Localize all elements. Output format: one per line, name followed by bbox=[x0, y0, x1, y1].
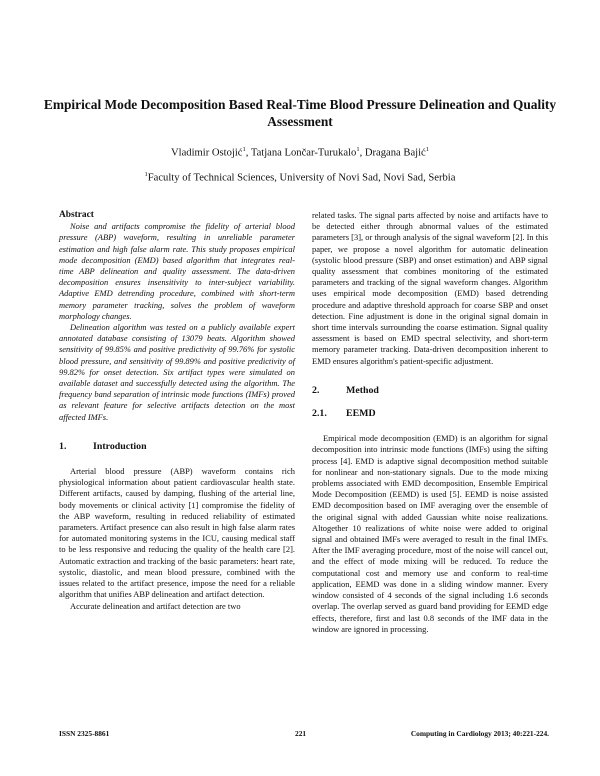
author-name: Vladimir Ostojić bbox=[171, 147, 243, 159]
footer-issn: ISSN 2325-8861 bbox=[59, 729, 110, 738]
body-paragraph: Accurate delineation and artifact detection are two bbox=[70, 600, 241, 611]
paper-title: Empirical Mode Decomposition Based Real-Time Blood Pressure Delineation and Quality Assessment bbox=[43, 97, 557, 129]
left-column bbox=[59, 210, 295, 612]
subsection-number: 2.1. bbox=[312, 408, 327, 420]
subsection-heading-eemd bbox=[312, 408, 548, 419]
author-name: Tatjana Lončar-Turukalo bbox=[250, 147, 357, 159]
abstract-paragraph: Delineation algorithm was tested on a publicly available expert annotated database consisting of 13079 beats. Algorithm showed sensitivity of 99.85% and positive predictivity of 99.76% for systolic blood pressure, and sensitivity of 99.89% and positive predictivity of 99.82% for onset detection. Six artifact types were simulated on available dataset and successfully detected using the algorithm. The frequency band separation of intrinsic mode functions (IMFs) proved as relevant feature for selective artifacts detection on the most affected IMFs. bbox=[59, 322, 295, 422]
author-affiliation-mark: 1 bbox=[425, 146, 429, 153]
author-affiliation-mark: 1 bbox=[242, 146, 246, 153]
section-number: 2. bbox=[312, 384, 320, 396]
abstract-heading: Abstract bbox=[59, 210, 94, 220]
footer-page-number: 221 bbox=[295, 729, 307, 738]
body-paragraph: related tasks. The signal parts affected by noise and artifacts have to be detected either through abnormal values of the estimated parameters [3], or through analysis of the signal waveform [2]. In this paper, we propose a novel algorithm for automatic delineation (systolic blood pressure (SBP) and onset estimation) and ABP signal quality assessment that combines monitoring of the estimated parameters and tracking of the signal waveform changes. Algorithm uses empirical mode decomposition (EMD) based detrending procedure and adaptive threshold approach for coarse SBP and onset detection. Fine adjustment is done in the original signal domain in short time intervals surrounding the coarse estimation. Signal quality assessment is based on EMD spectral selectivity, and short-term memory parameter tracking. Data-driven decomposition inherent to EMD ensures algorithm's patient-specific adjustment. bbox=[312, 210, 548, 366]
footer-citation: Computing in Cardiology 2013; 40:221-224. bbox=[410, 729, 549, 738]
author-affiliation-mark: 1 bbox=[356, 146, 360, 153]
affiliation-mark: 1 bbox=[144, 171, 148, 178]
author-name: Dragana Bajić bbox=[364, 147, 426, 159]
section-title: Introduction bbox=[93, 440, 147, 452]
section-heading-introduction bbox=[59, 441, 295, 452]
author-list: Vladimir Ostojić$^1$, Tatjana Lončar-Turukalo$^1$, Dragana Bajić$^1$ bbox=[171, 146, 429, 159]
subsection-title: EEMD bbox=[346, 408, 376, 420]
section-heading-method bbox=[312, 385, 548, 396]
section-title: Method bbox=[346, 384, 379, 396]
affiliation-text: Faculty of Technical Sciences, University of Novi Sad, Novi Sad, Serbia bbox=[147, 172, 456, 184]
abstract-paragraph: Noise and artifacts compromise the fidelity of arterial blood pressure (ABP) waveform, resulting in unreliable parameter estimation and high false alarm rate. This study proposes empirical mode decomposition (EMD) based algorithm that integrates real-time ABP delineation and quality assessment. The data-driven decomposition ensures insensitivity to inter-subject variability. Adaptive EMD detrending procedure, combined with short-term memory parameter tracking, solves the problem of waveform morphology changes. bbox=[59, 221, 295, 321]
affiliation bbox=[40, 171, 560, 184]
body-paragraph: Empirical mode decomposition (EMD) is an algorithm for signal decomposition into intrinsic mode functions (IMFs) using the sifting process [4]. EMD is adaptive signal decomposition method suitable for nonlinear and non-stationary signals. Due to the mode mixing problems associated with EMD decomposition, Ensemble Empirical Mode Decomposition (EEMD) is used [5]. EEMD is noise assisted EMD decomposition based on IMF averaging over the ensemble of the original signal with added Gaussian white noise realizations. Altogether 10 realizations of white noise were added to original signal and obtained IMFs were averaged to result in the final IMFs. After the IMF averaging procedure, most of the noise will cancel out, and the effect of mode mixing will be reduced. To reduce the computational cost and memory use and conform to real-time application, EEMD was done in a sliding window manner. Every window consisted of 4 seconds of the signal including 1.6 seconds overlap. The overlap served as guard band providing for EEMD edge effects, therefore, first and last 0.8 seconds of the IMF data in the window are ignored in processing. bbox=[312, 433, 548, 634]
right-column bbox=[312, 210, 548, 635]
body-paragraph: Arterial blood pressure (ABP) waveform contains rich physiological information about patient cardiovascular health state. Different artifacts, caused by damping, flushing of the arterial line, body movements or clinical activity [1] compromise the fidelity of the ABP waveform, resulting in reduced reliability of estimated parameters. Artifact presence can also result in high false alarm rates for automated monitoring systems in the ICU, causing medical staff to be less responsive and reducing the quality of the health care [2]. Automatic extraction and tracking of the basic parameters: heart rate, systolic, diastolic, and mean blood pressure, combined with the issues related to the artifact presence, impose the need for a reliable algorithm that unifies ABP delineation and artifact detection. bbox=[59, 466, 295, 600]
section-number: 1. bbox=[59, 440, 67, 452]
